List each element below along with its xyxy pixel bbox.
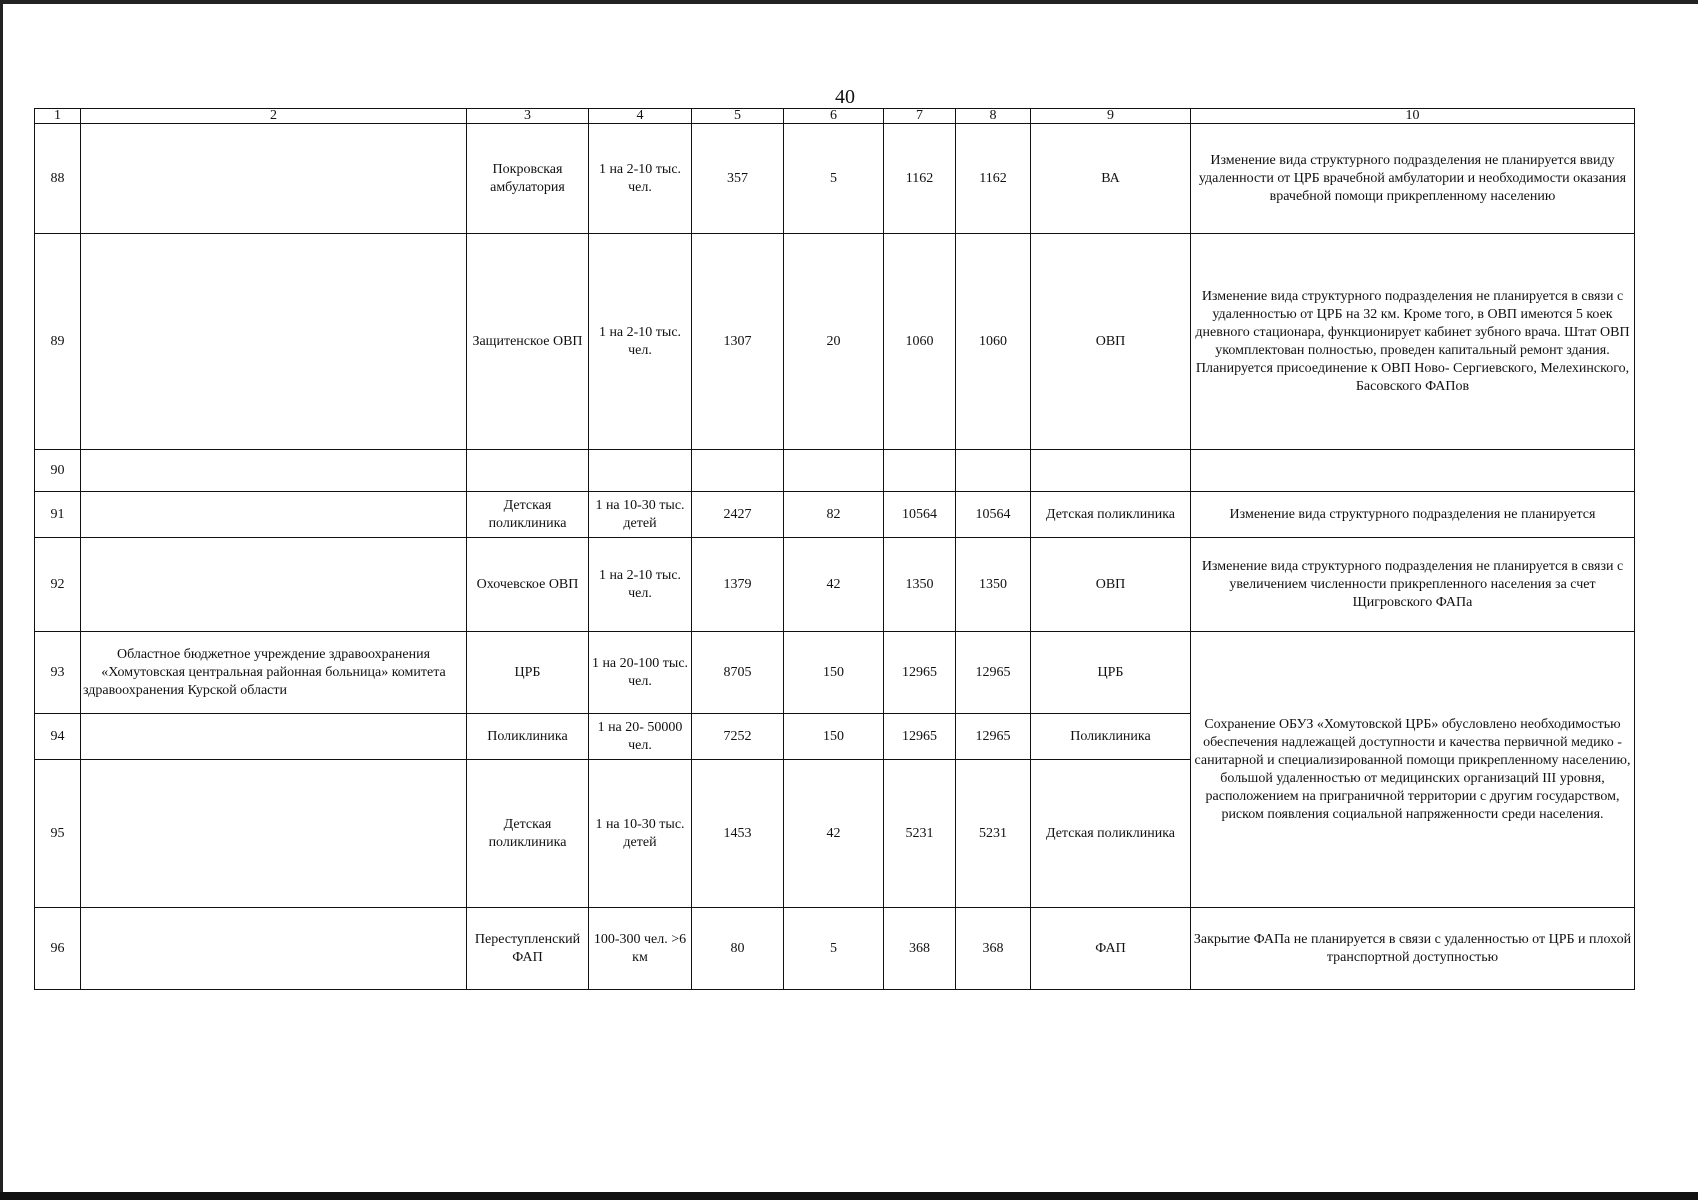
note-cell (1191, 450, 1635, 492)
value-cell: 10564 (956, 492, 1031, 538)
note-cell: Сохранение ОБУЗ «Хомутовской ЦРБ» обусловлено необходимостью обеспечения надлежащей доступности и качества первичной медико - санитарной и специализированной помощи прикрепленному населению, большой удаленностью от медицинских организаций III уровня, расположением на приграничной территории с другим государством, риском появления социальной напряженности среди населения. (1191, 632, 1635, 908)
norm-cell: 1 на 2-10 тыс. чел. (589, 234, 692, 450)
norm-cell: 1 на 20-100 тыс. чел. (589, 632, 692, 714)
table-row (35, 124, 1635, 234)
data-table (34, 108, 1635, 990)
type-cell: ЦРБ (1031, 632, 1191, 714)
value-cell: 1307 (692, 234, 784, 450)
column-header: 2 (81, 109, 467, 124)
value-cell: 1060 (956, 234, 1031, 450)
column-header: 4 (589, 109, 692, 124)
column-header: 6 (784, 109, 884, 124)
organization-cell (81, 538, 467, 632)
value-cell: 82 (784, 492, 884, 538)
unit-cell: Охочевское ОВП (467, 538, 589, 632)
type-cell (1031, 450, 1191, 492)
value-cell: 357 (692, 124, 784, 234)
value-cell: 42 (784, 760, 884, 908)
value-cell: 1350 (956, 538, 1031, 632)
value-cell: 10564 (884, 492, 956, 538)
row-number: 94 (35, 714, 81, 760)
value-cell: 150 (784, 632, 884, 714)
table-row (35, 234, 1635, 450)
organization-cell (81, 492, 467, 538)
row-number: 90 (35, 450, 81, 492)
column-header: 7 (884, 109, 956, 124)
scan-border-bottom (0, 1192, 1698, 1200)
value-cell: 2427 (692, 492, 784, 538)
value-cell (884, 450, 956, 492)
value-cell (956, 450, 1031, 492)
organization-cell (81, 908, 467, 990)
value-cell: 368 (884, 908, 956, 990)
value-cell (784, 450, 884, 492)
value-cell: 1350 (884, 538, 956, 632)
row-number: 93 (35, 632, 81, 714)
table-row (35, 908, 1635, 990)
type-cell: Детская поликлиника (1031, 492, 1191, 538)
note-cell: Изменение вида структурного подразделения не планируется в связи с удаленностью от ЦРБ на 32 км. Кроме того, в ОВП имеются 5 коек дневного стационара, функционирует кабинет зубного врача. Штат ОВП укомплектован полностью, проведен капитальный ремонт здания. Планируется присоединение к ОВП Ново- Сергиевского, Мелехинского, Басовского ФАПов (1191, 234, 1635, 450)
value-cell: 12965 (956, 714, 1031, 760)
column-header: 3 (467, 109, 589, 124)
value-cell: 1162 (884, 124, 956, 234)
value-cell (692, 450, 784, 492)
value-cell: 12965 (956, 632, 1031, 714)
note-cell: Изменение вида структурного подразделения не планируется ввиду удаленности от ЦРБ врачебной амбулатории и необходимости оказания врачебной помощи прикрепленному населению (1191, 124, 1635, 234)
row-number: 88 (35, 124, 81, 234)
table-row (35, 492, 1635, 538)
column-header: 10 (1191, 109, 1635, 124)
note-cell: Закрытие ФАПа не планируется в связи с удаленностью от ЦРБ и плохой транспортной доступностью (1191, 908, 1635, 990)
value-cell: 12965 (884, 632, 956, 714)
row-number: 95 (35, 760, 81, 908)
value-cell: 12965 (884, 714, 956, 760)
organization-cell (81, 450, 467, 492)
unit-cell: Детская поликлиника (467, 760, 589, 908)
norm-cell: 1 на 2-10 тыс. чел. (589, 538, 692, 632)
type-cell: ФАП (1031, 908, 1191, 990)
organization-cell (81, 760, 467, 908)
row-number: 91 (35, 492, 81, 538)
row-number: 92 (35, 538, 81, 632)
column-header: 9 (1031, 109, 1191, 124)
norm-cell: 1 на 2-10 тыс. чел. (589, 124, 692, 234)
value-cell: 20 (784, 234, 884, 450)
type-cell: ОВП (1031, 234, 1191, 450)
value-cell: 5 (784, 124, 884, 234)
column-number-row (35, 109, 1635, 124)
type-cell: ОВП (1031, 538, 1191, 632)
norm-cell: 100-300 чел. >6 км (589, 908, 692, 990)
norm-cell: 1 на 10-30 тыс. детей (589, 492, 692, 538)
table-row (35, 632, 1635, 714)
norm-cell: 1 на 10-30 тыс. детей (589, 760, 692, 908)
organization-cell: Областное бюджетное учреждение здравоохранения «Хомутовская центральная районная больница» комитета здравоохранения Курской области (81, 632, 467, 714)
value-cell: 80 (692, 908, 784, 990)
note-cell: Изменение вида структурного подразделения не планируется (1191, 492, 1635, 538)
type-cell: Детская поликлиника (1031, 760, 1191, 908)
column-header: 1 (35, 109, 81, 124)
value-cell: 1379 (692, 538, 784, 632)
table-row (35, 450, 1635, 492)
note-cell: Изменение вида структурного подразделения не планируется в связи с увеличением численности прикрепленного населения за счет Щигровского ФАПа (1191, 538, 1635, 632)
value-cell: 1453 (692, 760, 784, 908)
row-number: 89 (35, 234, 81, 450)
norm-cell (589, 450, 692, 492)
unit-cell: Защитенское ОВП (467, 234, 589, 450)
unit-cell: Детская поликлиника (467, 492, 589, 538)
value-cell: 7252 (692, 714, 784, 760)
value-cell: 42 (784, 538, 884, 632)
value-cell: 5231 (884, 760, 956, 908)
unit-cell: Поликлиника (467, 714, 589, 760)
table-row (35, 538, 1635, 632)
organization-cell (81, 124, 467, 234)
organization-cell (81, 714, 467, 760)
unit-cell: Покровская амбулатория (467, 124, 589, 234)
value-cell: 1060 (884, 234, 956, 450)
organization-cell (81, 234, 467, 450)
unit-cell (467, 450, 589, 492)
type-cell: Поликлиника (1031, 714, 1191, 760)
type-cell: ВА (1031, 124, 1191, 234)
page-number: 40 (835, 86, 855, 108)
value-cell: 5 (784, 908, 884, 990)
unit-cell: Переступленский ФАП (467, 908, 589, 990)
value-cell: 8705 (692, 632, 784, 714)
column-header: 8 (956, 109, 1031, 124)
value-cell: 1162 (956, 124, 1031, 234)
column-header: 5 (692, 109, 784, 124)
scan-border-top (0, 0, 1698, 4)
scan-border-left (0, 0, 3, 1200)
value-cell: 5231 (956, 760, 1031, 908)
value-cell: 150 (784, 714, 884, 760)
unit-cell: ЦРБ (467, 632, 589, 714)
value-cell: 368 (956, 908, 1031, 990)
norm-cell: 1 на 20- 50000 чел. (589, 714, 692, 760)
row-number: 96 (35, 908, 81, 990)
